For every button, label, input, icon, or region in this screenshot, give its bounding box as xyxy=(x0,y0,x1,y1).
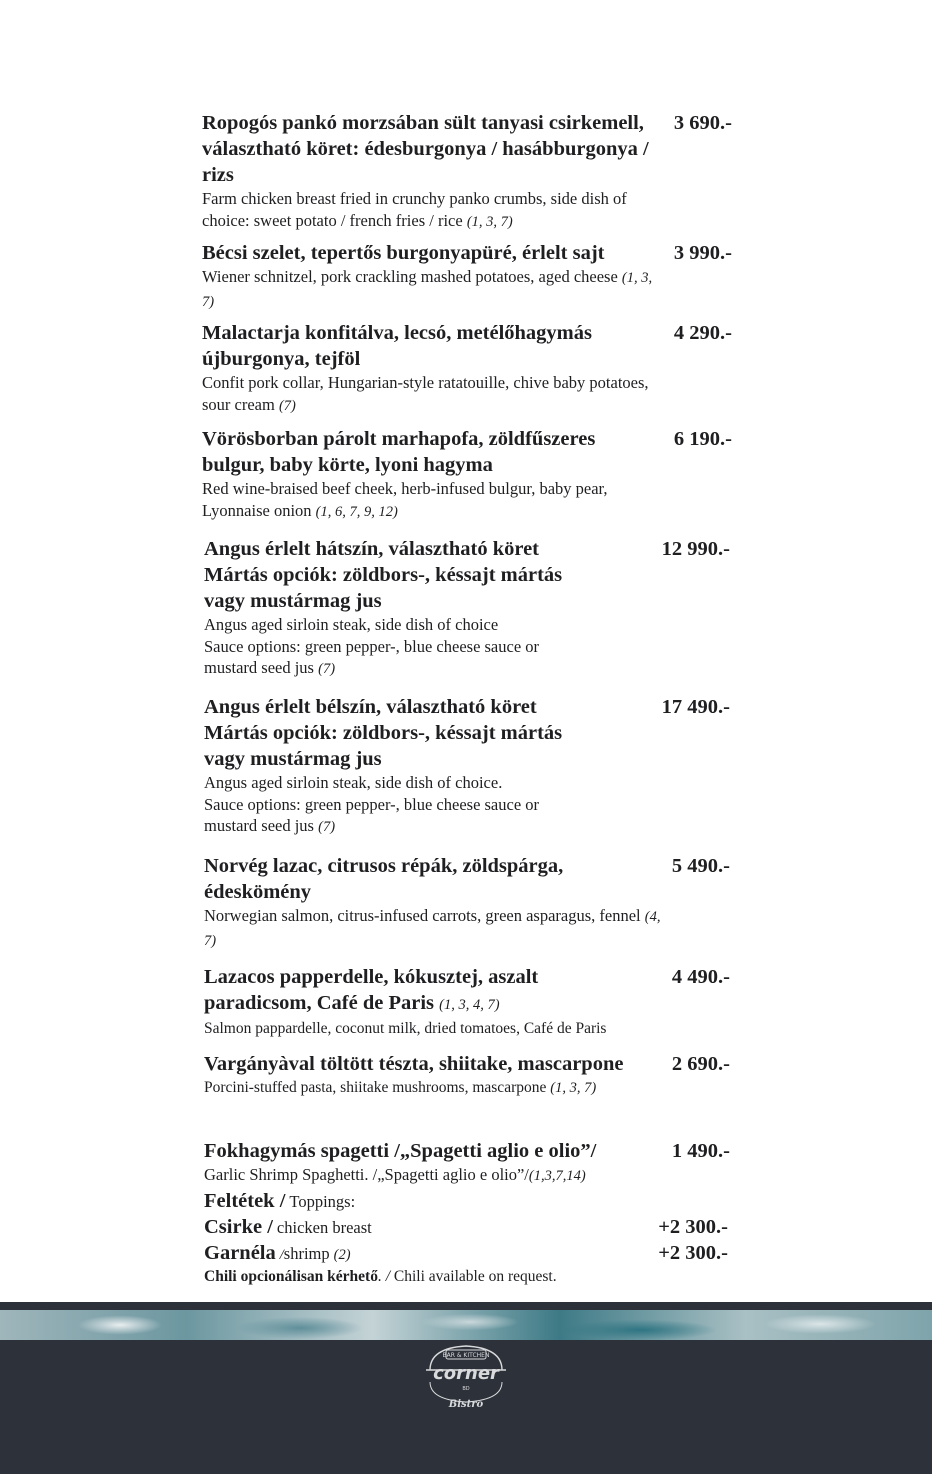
item-allergens: (1,3,7,14) xyxy=(528,1168,586,1184)
logo-sub-text: Bistro xyxy=(448,1399,484,1410)
menu-item xyxy=(202,320,662,417)
item-title: Angus érlelt hátszín, választható köret Mártás opciók: zöldbors-, késsajt mártás vagy mustármag jus xyxy=(204,538,563,612)
item-allergens: (4, 7) xyxy=(204,909,661,949)
item-title: Fokhagymás spagetti /„Spagetti aglio e olio”/ xyxy=(204,1140,597,1162)
item-description: Norwegian salmon, citrus-infused carrots, green asparagus, fennel (4, 7) xyxy=(204,906,661,949)
topping-price: +2 300.- xyxy=(658,1242,728,1264)
topping-price: +2 300.- xyxy=(658,1216,728,1238)
item-price: 17 490.- xyxy=(661,696,730,718)
item-price: 3 690.- xyxy=(673,112,732,134)
item-title: Ropogós pankó morzsában sült tanyasi csirkemell, választható köret: édesburgonya / hasábburgonya / rizs xyxy=(202,112,649,186)
item-description: Wiener schnitzel, pork crackling mashed potatoes, aged cheese (1, 3, 7) xyxy=(202,267,653,310)
item-title: Vörösborban párolt marhapofa, zöldfűszeres bulgur, baby körte, lyoni hagyma xyxy=(202,428,596,476)
item-allergens: (1, 6, 7, 9, 12) xyxy=(315,503,398,520)
item-description: Angus aged sirloin steak, side dish of choice. Sauce options: green pepper-, blue cheese sauce or mustard seed jus (7) xyxy=(204,773,540,835)
item-allergens: (7) xyxy=(318,661,336,677)
topping-allergens: (2) xyxy=(333,1247,351,1263)
item-title: Norvég lazac, citrusos répák, zöldspárga, édeskömény xyxy=(204,855,564,903)
chili-note: Chili opcionálisan kérhető. / Chili available on request. xyxy=(204,1268,557,1285)
menu-item xyxy=(204,1051,664,1100)
item-price: 4 490.- xyxy=(671,966,730,988)
menu-item xyxy=(204,536,674,681)
item-allergens: (1, 3, 7) xyxy=(550,1080,597,1096)
menu-item xyxy=(204,964,674,1040)
toppings-section xyxy=(204,1188,744,1288)
item-title: Malactarja konfitálva, lecsó, metélőhagymás újburgonya, tejföl xyxy=(202,322,592,370)
item-allergens: (7) xyxy=(318,819,336,835)
logo-name-text: corner xyxy=(433,1363,499,1384)
marble-strip xyxy=(0,1310,932,1340)
item-price: 3 990.- xyxy=(673,242,732,264)
item-title: Angus érlelt bélszín, választható köret Mártás opciók: zöldbors-, késsajt mártás vagy mustármag jus xyxy=(204,696,563,770)
item-allergens: (1, 3, 7) xyxy=(202,270,653,310)
logo-badge-text: BAR & KITCHEN xyxy=(442,1352,490,1359)
item-description: Farm chicken breast fried in crunchy panko crumbs, side dish of choice: sweet potato / french fries / rice (1, 3, 7) xyxy=(202,189,627,230)
toppings-heading: Feltétek / Toppings: xyxy=(204,1190,356,1212)
item-price: 5 490.- xyxy=(671,855,730,877)
item-description: Angus aged sirloin steak, side dish of choice Sauce options: green pepper-, blue cheese sauce or mustard seed jus (7) xyxy=(204,615,540,677)
footer-topline xyxy=(0,1302,932,1310)
menu-item xyxy=(202,426,662,523)
menu-item xyxy=(204,694,674,839)
item-allergens: (1, 3, 4, 7) xyxy=(439,997,500,1013)
item-title: Bécsi szelet, tepertős burgonyapüré, érlelt sajt xyxy=(202,242,605,264)
menu-item xyxy=(204,853,664,952)
item-title: Vargányàval töltött tészta, shiitake, mascarpone xyxy=(204,1053,624,1075)
item-description: Salmon pappardelle, coconut milk, dried tomatoes, Café de Paris xyxy=(204,1020,607,1037)
item-price: 6 190.- xyxy=(673,428,732,450)
menu-item xyxy=(202,110,662,233)
item-title: Lazacos papperdelle, kókusztej, aszalt paradicsom, Café de Paris (1, 3, 4, 7) xyxy=(204,966,539,1014)
item-description: Red wine-braised beef cheek, herb-infused bulgur, baby pear, Lyonnaise onion (1, 6, 7, 9, 12) xyxy=(202,479,608,520)
menu-item xyxy=(204,1138,674,1188)
item-description: Confit pork collar, Hungarian-style ratatouille, chive baby potatoes, sour cream (7) xyxy=(202,373,649,414)
item-description: Porcini-stuffed pasta, shiitake mushrooms, mascarpone (1, 3, 7) xyxy=(204,1079,597,1096)
logo-small-text: BD xyxy=(462,1386,470,1392)
item-price: 2 690.- xyxy=(671,1053,730,1075)
item-allergens: (7) xyxy=(278,397,296,414)
item-price: 1 490.- xyxy=(671,1140,730,1162)
topping-option: Csirke / chicken breast +2 300.- xyxy=(204,1216,728,1238)
item-price: 4 290.- xyxy=(673,322,732,344)
corner-bistro-logo xyxy=(408,1340,524,1410)
topping-option: Garnéla /shrimp (2) +2 300.- xyxy=(204,1242,728,1264)
menu-item xyxy=(202,240,662,313)
item-description: Garlic Shrimp Spaghetti. /„Spagetti aglio e olio”/(1,3,7,14) xyxy=(204,1165,586,1184)
item-allergens: (1, 3, 7) xyxy=(466,213,513,230)
item-price: 12 990.- xyxy=(661,538,730,560)
